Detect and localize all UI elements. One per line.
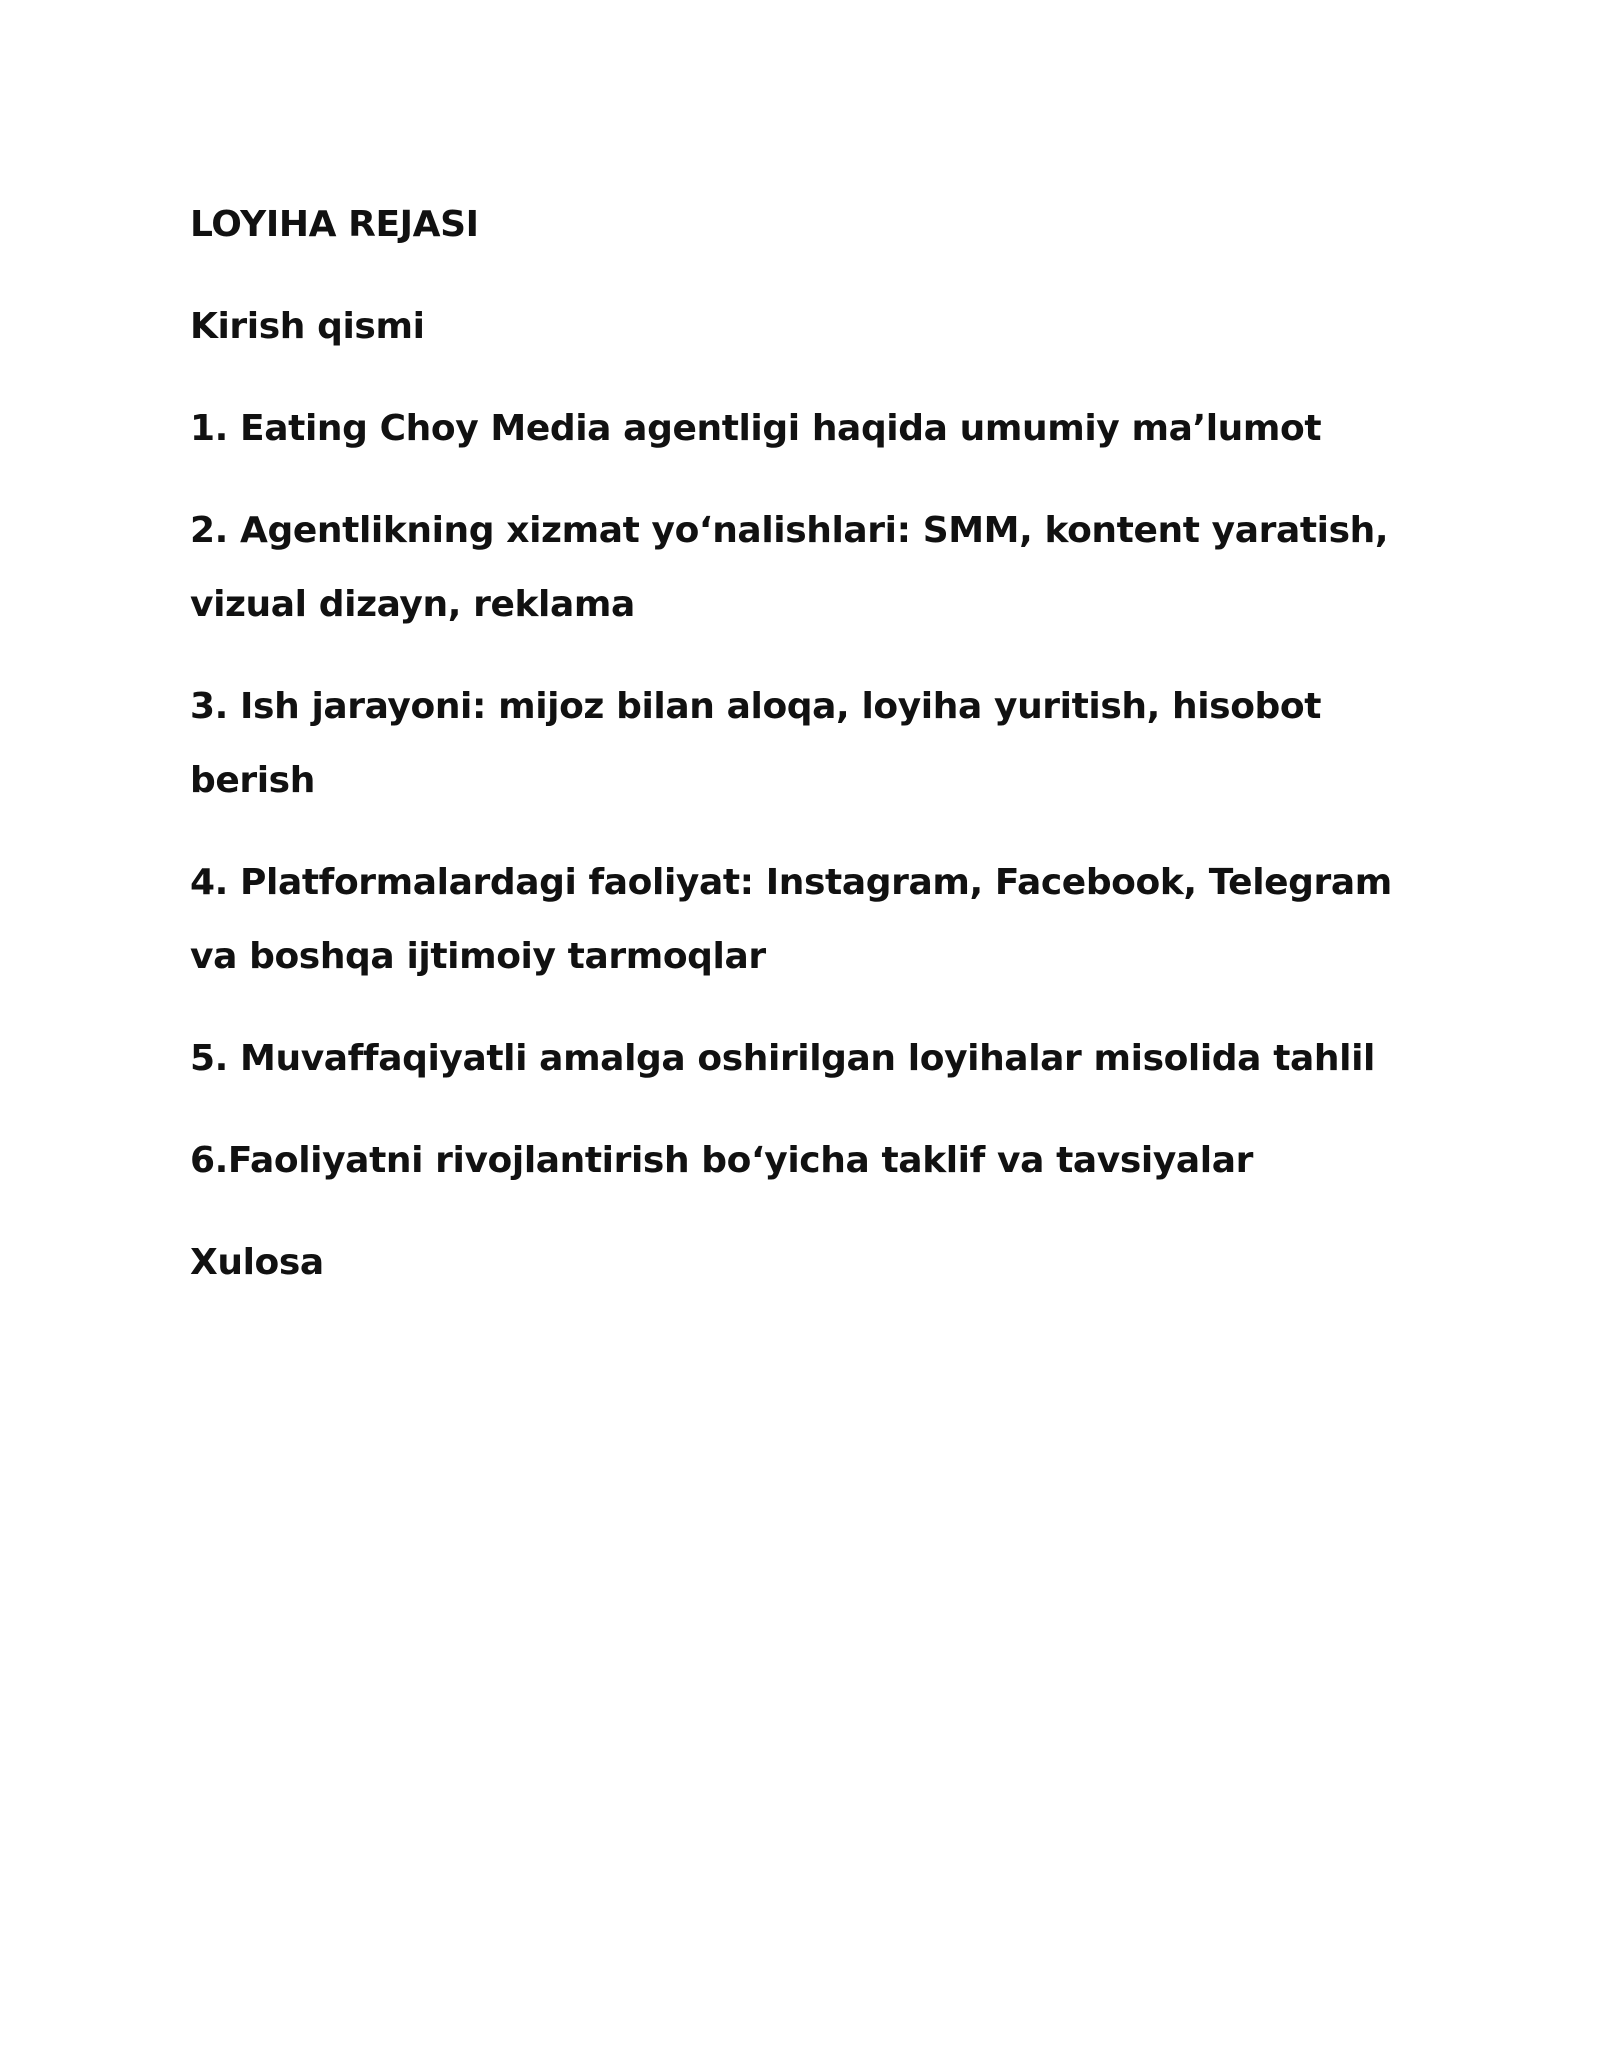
- plan-item-5: 5. Muvaffaqiyatli amalga oshirilgan loyihalar misolida tahlil: [190, 1038, 1375, 1079]
- plan-item-4: 4. Platformalardagi faoliyat: Instagram, Facebook, Telegram va boshqa ijtimoiy tarmoqlar: [190, 862, 1392, 977]
- document-content: [190, 188, 1420, 1328]
- plan-item-6: 6.Faoliyatni rivojlantirish bo‘yicha taklif va tavsiyalar: [190, 1140, 1253, 1181]
- document-title: LOYIHA REJASI: [190, 204, 479, 245]
- plan-item-1: 1. Eating Choy Media agentligi haqida umumiy ma’lumot: [190, 408, 1322, 449]
- plan-item-2: 2. Agentlikning xizmat yo‘nalishlari: SMM, kontent yaratish, vizual dizayn, reklama: [190, 510, 1389, 625]
- intro-heading: Kirish qismi: [190, 306, 425, 347]
- plan-item-3: 3. Ish jarayoni: mijoz bilan aloqa, loyiha yuritish, hisobot berish: [190, 686, 1322, 801]
- conclusion-heading: Xulosa: [190, 1242, 324, 1283]
